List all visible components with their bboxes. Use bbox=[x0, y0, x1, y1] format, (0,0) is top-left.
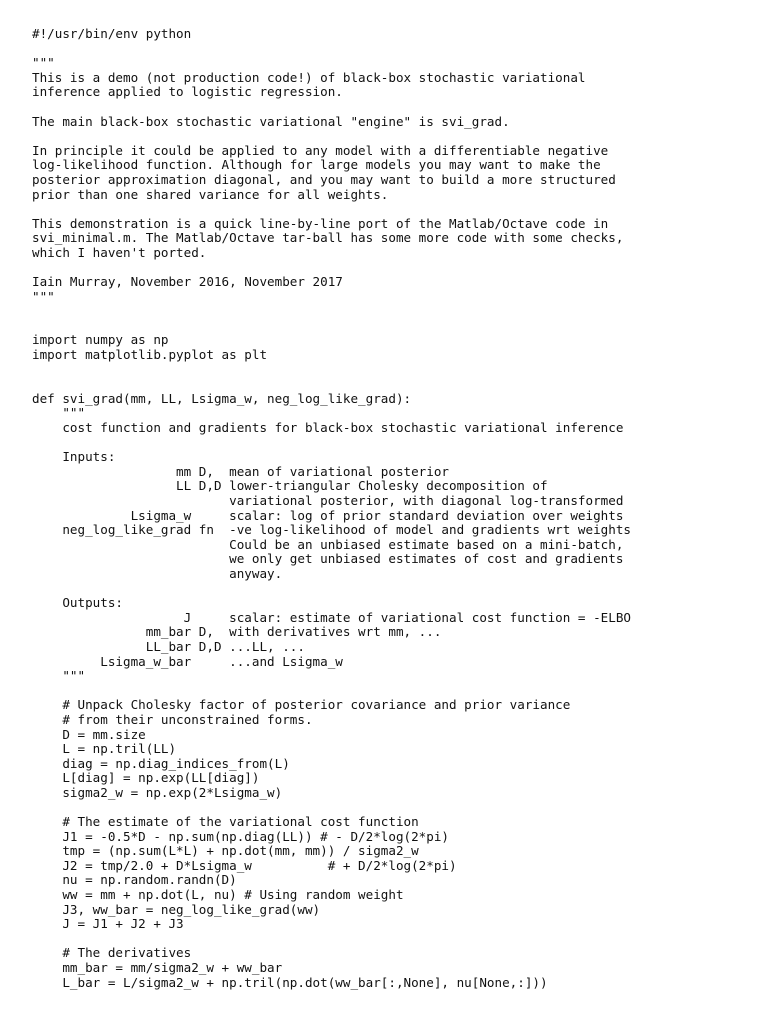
code-line: L[diag] = np.exp(LL[diag]) bbox=[32, 770, 260, 786]
code-line: """ bbox=[32, 55, 55, 71]
code-line bbox=[32, 684, 631, 699]
code-line: J = J1 + J2 + J3 bbox=[32, 916, 184, 932]
code-line bbox=[32, 436, 631, 451]
code-line: posterior approximation diagonal, and you may want to build a more structured bbox=[32, 171, 616, 187]
code-line: # The derivatives bbox=[32, 945, 192, 961]
source-code-listing bbox=[32, 27, 631, 990]
code-line: Outputs: bbox=[32, 595, 123, 611]
code-line bbox=[32, 319, 631, 334]
code-line: J3, ww_bar = neg_log_like_grad(ww) bbox=[32, 901, 321, 917]
code-line: ww = mm + np.dot(L, nu) # Using random weight bbox=[32, 887, 404, 903]
code-line: """ bbox=[32, 405, 86, 421]
code-line: Inputs: bbox=[32, 449, 116, 465]
code-line: anyway. bbox=[32, 565, 283, 581]
code-line: #!/usr/bin/env python bbox=[32, 26, 192, 41]
code-line: prior than one shared variance for all weights. bbox=[32, 186, 389, 202]
code-line: inference applied to logistic regression. bbox=[32, 84, 343, 100]
code-line: This is a demo (not production code!) of black-box stochastic variational bbox=[32, 69, 586, 85]
code-line bbox=[32, 42, 631, 57]
code-line: J1 = -0.5*D - np.sum(np.diag(LL)) # - D/2*log(2*pi) bbox=[32, 828, 450, 844]
code-line: mm_bar D, with derivatives wrt mm, ... bbox=[32, 624, 442, 640]
code-line: The main black-box stochastic variational "engine" is svi_grad. bbox=[32, 113, 510, 129]
code-line bbox=[32, 363, 631, 378]
code-line: tmp = (np.sum(L*L) + np.dot(mm, mm)) / sigma2_w bbox=[32, 843, 419, 859]
code-line: # Unpack Cholesky factor of posterior covariance and prior variance bbox=[32, 697, 571, 713]
code-line: This demonstration is a quick line-by-line port of the Matlab/Octave code in bbox=[32, 215, 609, 231]
code-line: import numpy as np bbox=[32, 332, 169, 348]
code-line: def svi_grad(mm, LL, Lsigma_w, neg_log_like_grad): bbox=[32, 390, 412, 406]
code-line: log-likelihood function. Although for large models you may want to make the bbox=[32, 157, 601, 173]
code-line bbox=[32, 582, 631, 597]
code-line: Iain Murray, November 2016, November 2017 bbox=[32, 274, 343, 290]
code-line bbox=[32, 129, 631, 144]
code-line: sigma2_w = np.exp(2*Lsigma_w) bbox=[32, 784, 283, 800]
code-line bbox=[32, 304, 631, 319]
code-line bbox=[32, 100, 631, 115]
code-line: cost function and gradients for black-box stochastic variational inference bbox=[32, 420, 624, 436]
code-line: LL_bar D,D ...LL, ... bbox=[32, 638, 305, 654]
code-line: diag = np.diag_indices_from(L) bbox=[32, 755, 290, 771]
code-line: which I haven't ported. bbox=[32, 244, 207, 260]
code-line: # from their unconstrained forms. bbox=[32, 711, 313, 727]
code-line bbox=[32, 261, 631, 276]
code-line bbox=[32, 800, 631, 815]
code-line: Lsigma_w_bar ...and Lsigma_w bbox=[32, 653, 343, 669]
code-line: Could be an unbiased estimate based on a mini-batch, bbox=[32, 536, 624, 552]
code-line: import matplotlib.pyplot as plt bbox=[32, 347, 268, 363]
code-line bbox=[32, 377, 631, 392]
code-line: # The estimate of the variational cost function bbox=[32, 814, 419, 830]
code-line: we only get unbiased estimates of cost and gradients bbox=[32, 551, 624, 567]
code-line: Lsigma_w scalar: log of prior standard deviation over weights bbox=[32, 507, 624, 523]
code-line: LL D,D lower-triangular Cholesky decomposition of bbox=[32, 478, 548, 494]
code-line: J2 = tmp/2.0 + D*Lsigma_w # + D/2*log(2*pi) bbox=[32, 857, 457, 873]
code-line: mm D, mean of variational posterior bbox=[32, 463, 450, 479]
code-line: J scalar: estimate of variational cost function = -ELBO bbox=[32, 609, 631, 625]
code-line: neg_log_like_grad fn -ve log-likelihood of model and gradients wrt weights bbox=[32, 522, 631, 538]
code-line bbox=[32, 202, 631, 217]
code-line: mm_bar = mm/sigma2_w + ww_bar bbox=[32, 960, 283, 975]
code-line: variational posterior, with diagonal log-transformed bbox=[32, 493, 624, 508]
code-line: L = np.tril(LL) bbox=[32, 741, 177, 757]
code-line: L_bar = L/sigma2_w + np.tril(np.dot(ww_bar[:,None], nu[None,:])) bbox=[32, 974, 548, 990]
code-line: In principle it could be applied to any model with a differentiable negative bbox=[32, 142, 609, 158]
code-line: D = mm.size bbox=[32, 726, 146, 742]
code-line bbox=[32, 932, 631, 947]
code-line: nu = np.random.randn(D) bbox=[32, 872, 237, 888]
code-line: """ bbox=[32, 668, 86, 684]
code-line: """ bbox=[32, 288, 55, 304]
code-line: svi_minimal.m. The Matlab/Octave tar-ball has some more code with some checks, bbox=[32, 230, 624, 246]
